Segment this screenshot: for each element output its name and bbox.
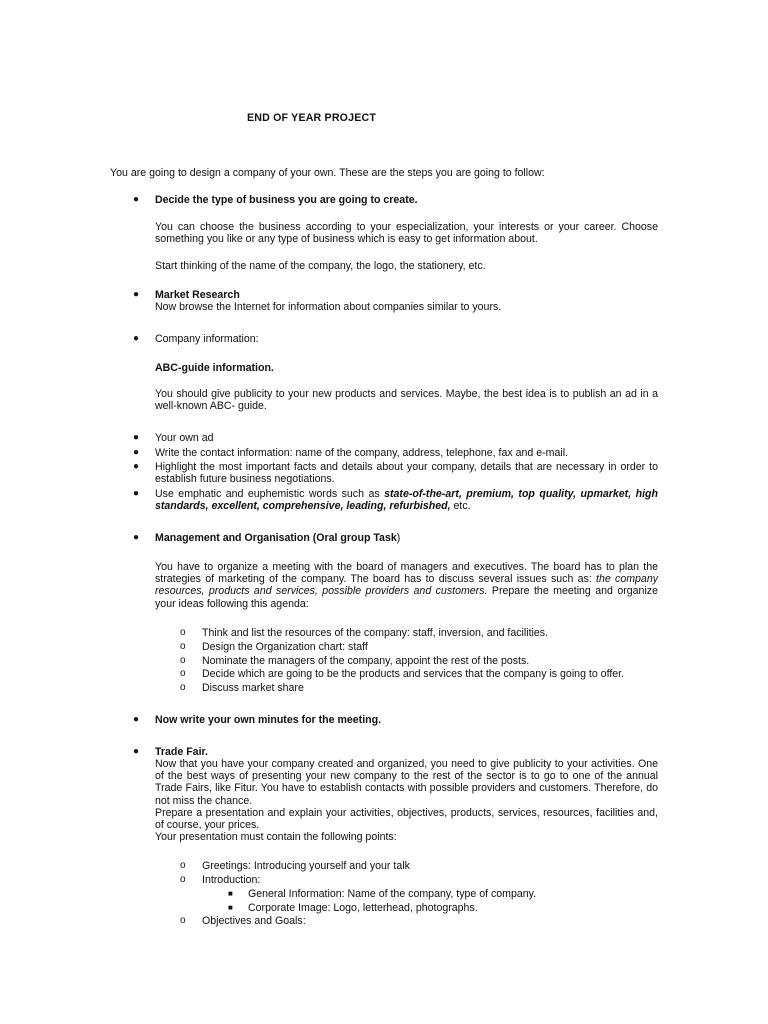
agenda-item: Think and list the resources of the company: staff, inversion, and facilities. xyxy=(202,627,549,639)
paragraph: Your presentation must contain the following points: xyxy=(155,831,397,843)
paragraph: Now browse the Internet for information about companies similar to yours. xyxy=(155,301,502,313)
circle-bullet: o xyxy=(180,641,186,652)
list-item: Your own ad xyxy=(155,432,214,444)
paragraph: You can choose the business according to your especialization, your interests or your career. Choose something you like or any type of business which is easy to get information about. xyxy=(155,221,658,246)
paragraph xyxy=(155,561,658,610)
emphatic-intro: Use emphatic and euphemistic words such as xyxy=(155,488,385,500)
paragraph-part: You have to organize a meeting with the board of managers and executives. The board has to plan the strategies of marketing of the company. The board has to discuss several issues such as: xyxy=(155,561,658,586)
section-heading-trade-fair: Trade Fair. xyxy=(155,746,208,758)
bullet: ● xyxy=(133,194,140,205)
agenda-item: Nominate the managers of the company, appoint the rest of the posts. xyxy=(202,655,530,667)
circle-bullet: o xyxy=(180,874,186,885)
section-heading-company-information: Company information: xyxy=(155,333,259,345)
section-heading-business-type: Decide the type of business you are going to create. xyxy=(155,194,418,206)
square-bullet: ■ xyxy=(228,903,233,912)
list-item: Highlight the most important facts and details about your company, details that are necessary in order to establish future business negotiations. xyxy=(155,461,658,486)
paragraph-part: Prepare the meeting and organize your ideas following this agenda: xyxy=(155,585,658,610)
bullet: ● xyxy=(133,461,140,472)
emphatic-outro: etc. xyxy=(450,500,471,513)
document-title: END OF YEAR PROJECT xyxy=(247,112,376,124)
paragraph: You should give publicity to your new products and services. Maybe, the best idea is to publish an ad in a well-known ABC- guide. xyxy=(155,388,658,413)
bullet: ● xyxy=(133,447,140,458)
list-item: Write the contact information: name of the company, address, telephone, fax and e-mail. xyxy=(155,447,568,459)
bullet: ● xyxy=(133,432,140,443)
bullet: ● xyxy=(133,714,140,725)
heading-text: Management and Organisation (Oral group Task xyxy=(155,532,397,544)
presentation-subpoint: Corporate Image: Logo, letterhead, photographs. xyxy=(248,902,478,914)
circle-bullet: o xyxy=(180,668,186,679)
circle-bullet: o xyxy=(180,655,186,666)
presentation-subpoint: General Information: Name of the company, type of company. xyxy=(248,888,537,900)
list-item-emphatic-words xyxy=(155,488,658,512)
circle-bullet: o xyxy=(180,627,186,638)
presentation-point: Objectives and Goals: xyxy=(202,915,306,927)
agenda-item: Design the Organization chart: staff xyxy=(202,641,368,653)
section-heading-management xyxy=(155,532,658,544)
circle-bullet: o xyxy=(180,860,186,871)
paragraph: Prepare a presentation and explain your activities, objectives, products, services, resources, facilities and, of course, your prices. xyxy=(155,807,658,832)
paragraph: Now that you have your company created and organized, you need to give publicity to your activities. One of the best ways of presenting your new company to the rest of the sector is to go to one of the annual Trade Fairs, like Fitur. You have to establish contacts with possible providers and customers. Therefore, do not miss the chance. xyxy=(155,758,658,807)
paragraph: Start thinking of the name of the company, the logo, the stationery, etc. xyxy=(155,260,486,272)
paragraph-italic: the company resources, products and services, possible providers and customers. xyxy=(155,573,659,598)
bullet: ● xyxy=(133,289,140,300)
presentation-point: Greetings: Introducing yourself and your talk xyxy=(202,860,410,872)
section-heading-minutes: Now write your own minutes for the meeting. xyxy=(155,714,382,726)
section-heading-market-research: Market Research xyxy=(155,289,240,301)
agenda-item: Decide which are going to be the products and services that the company is going to offer. xyxy=(202,668,625,680)
intro-text: You are going to design a company of your own. These are the steps you are going to follow: xyxy=(110,167,545,179)
bullet: ● xyxy=(133,488,140,499)
circle-bullet: o xyxy=(180,682,186,693)
heading-close: ) xyxy=(396,532,401,544)
bullet: ● xyxy=(133,333,140,344)
circle-bullet: o xyxy=(180,915,186,926)
bullet: ● xyxy=(133,746,140,757)
emphatic-words: state-of-the-art, premium, top quality, upmarket, high standards, excellent, comprehensive, leading, refurbished, xyxy=(155,488,658,513)
bullet: ● xyxy=(133,532,140,543)
subheading-abc-guide: ABC-guide information. xyxy=(155,362,274,374)
square-bullet: ■ xyxy=(228,889,233,898)
agenda-item: Discuss market share xyxy=(202,682,304,694)
presentation-point: Introduction: xyxy=(202,874,261,886)
